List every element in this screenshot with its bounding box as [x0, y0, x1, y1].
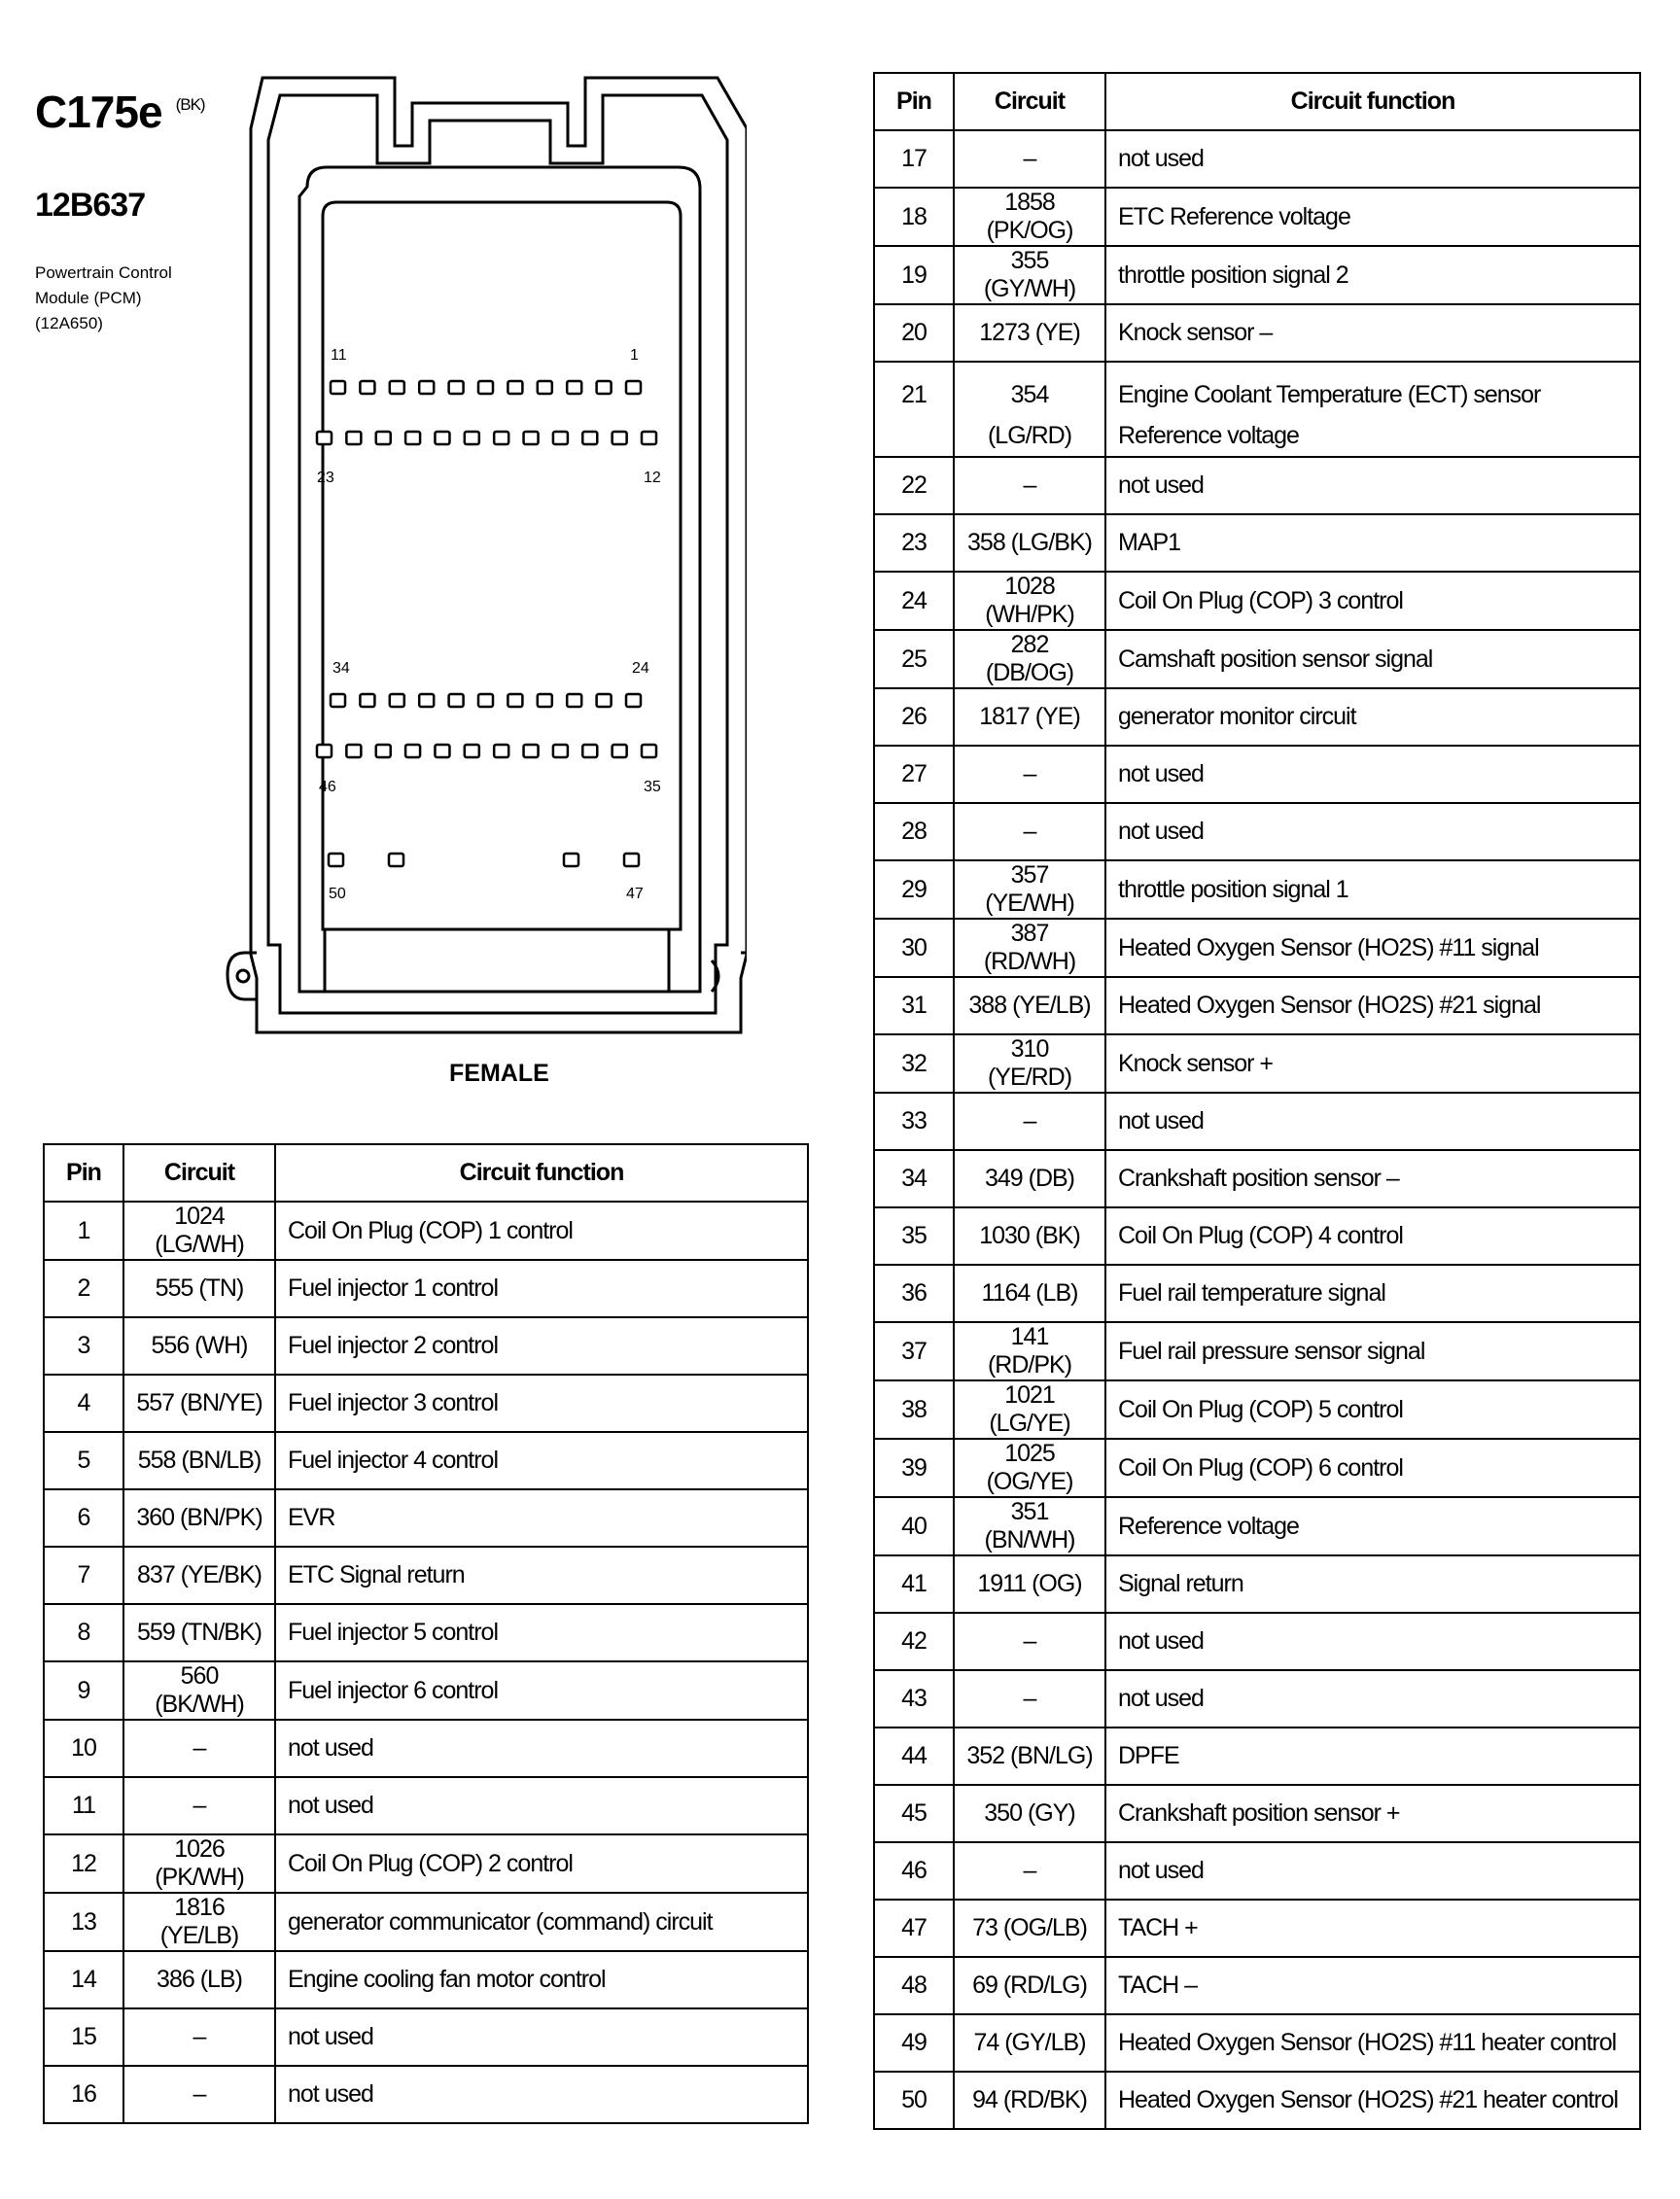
function-cell: not used: [1105, 1613, 1640, 1670]
pin-label: 1: [630, 347, 639, 364]
circuit-cell: 1858 (PK/OG): [954, 188, 1105, 246]
connector-color-code: (BK): [175, 95, 205, 114]
pin-hole: [582, 432, 597, 444]
table-row: [874, 1613, 1640, 1670]
circuit-cell: 351 (BN/WH): [954, 1497, 1105, 1555]
connector-code-text: C175e: [35, 87, 162, 137]
function-cell: Coil On Plug (COP) 3 control: [1105, 572, 1640, 630]
pin-hole: [597, 381, 612, 394]
pin-cell: 45: [874, 1785, 954, 1842]
pin-hole: [478, 381, 493, 394]
pin-cell: 50: [874, 2072, 954, 2129]
function-cell: Heated Oxygen Sensor (HO2S) #11 signal: [1105, 919, 1640, 977]
pin-label: 23: [317, 470, 334, 486]
table-row: [874, 919, 1640, 977]
function-cell: Engine cooling fan motor control: [275, 1951, 808, 2008]
pin-cell: 43: [874, 1670, 954, 1728]
header-circuit: Circuit: [123, 1144, 275, 1202]
pin-cell: 8: [44, 1604, 123, 1661]
circuit-cell: –: [954, 803, 1105, 860]
pin-hole: [524, 745, 539, 757]
table-row: [874, 1380, 1640, 1439]
pin-label: 11: [331, 347, 347, 364]
table-row: [874, 514, 1640, 572]
function-cell: Fuel injector 5 control: [275, 1604, 808, 1661]
circuit-cell: 352 (BN/LG): [954, 1728, 1105, 1785]
pin-cell: 16: [44, 2066, 123, 2123]
circuit-cell: 1817 (YE): [954, 688, 1105, 746]
pin-cell: 15: [44, 2008, 123, 2066]
pin-hole: [346, 432, 361, 444]
header-pin: Pin: [44, 1144, 123, 1202]
table-row: [44, 1951, 808, 2008]
pin-hole: [465, 432, 479, 444]
pin-hole: [376, 745, 391, 757]
table-row: [874, 1093, 1640, 1150]
table-row: [44, 2066, 808, 2123]
function-cell: Heated Oxygen Sensor (HO2S) #21 signal: [1105, 977, 1640, 1034]
circuit-cell: –: [123, 2008, 275, 2066]
pin-hole: [494, 745, 508, 757]
connector-code: [35, 86, 205, 138]
pin-cell: 32: [874, 1034, 954, 1093]
pin-hole: [564, 854, 578, 866]
pin-cell: 37: [874, 1322, 954, 1380]
table-row: [874, 1957, 1640, 2014]
pin-hole: [419, 381, 434, 394]
pin-hole: [346, 745, 361, 757]
circuit-cell: 1021 (LG/YE): [954, 1380, 1105, 1439]
pin-cell: 23: [874, 514, 954, 572]
pin-hole: [494, 432, 508, 444]
circuit-cell: 349 (DB): [954, 1150, 1105, 1207]
circuit-cell: 1024 (LG/WH): [123, 1202, 275, 1260]
pin-label: 12: [644, 470, 661, 486]
pin-cell: 42: [874, 1613, 954, 1670]
pin-hole: [390, 381, 404, 394]
pin-cell: 26: [874, 688, 954, 746]
pin-hole: [553, 432, 568, 444]
table-row: [874, 188, 1640, 246]
pinout-table-right: [873, 72, 1641, 2130]
circuit-cell: 1026 (PK/WH): [123, 1834, 275, 1893]
function-cell: not used: [1105, 457, 1640, 514]
pin-hole: [597, 694, 612, 707]
description-line: Powertrain Control: [35, 263, 172, 282]
pin-cell: 3: [44, 1317, 123, 1375]
pin-cell: 21: [874, 362, 954, 457]
function-cell: not used: [1105, 746, 1640, 803]
circuit-cell: 388 (YE/LB): [954, 977, 1105, 1034]
circuit-cell: 1273 (YE): [954, 304, 1105, 362]
circuit-cell: –: [123, 2066, 275, 2123]
pin-cell: 28: [874, 803, 954, 860]
table-row: [44, 1489, 808, 1547]
pin-cell: 48: [874, 1957, 954, 2014]
function-cell: throttle position signal 2: [1105, 246, 1640, 304]
pin-cell: 7: [44, 1547, 123, 1604]
table-row: [874, 1670, 1640, 1728]
pin-hole: [449, 694, 464, 707]
pin-cell: 4: [44, 1375, 123, 1432]
function-cell: Fuel injector 2 control: [275, 1317, 808, 1375]
circuit-cell: –: [954, 1670, 1105, 1728]
function-cell: Crankshaft position sensor +: [1105, 1785, 1640, 1842]
housing-inner-outline: [268, 95, 727, 1013]
left-tab-hole: [237, 970, 249, 982]
function-cell: Heated Oxygen Sensor (HO2S) #21 heater control: [1105, 2072, 1640, 2129]
function-cell: not used: [275, 2066, 808, 2123]
function-cell: Fuel rail pressure sensor signal: [1105, 1322, 1640, 1380]
table-row: [874, 1555, 1640, 1613]
function-cell: DPFE: [1105, 1728, 1640, 1785]
pin-hole: [376, 432, 391, 444]
function-cell: not used: [1105, 803, 1640, 860]
header-circuit: Circuit: [954, 73, 1105, 130]
connector-face-diagram: [222, 70, 747, 1042]
function-cell: Signal return: [1105, 1555, 1640, 1613]
pin-cell: 30: [874, 919, 954, 977]
pin-hole: [626, 694, 641, 707]
table-row: [44, 1202, 808, 1260]
pin-hole: [478, 694, 493, 707]
module-description: [35, 261, 191, 336]
function-cell: generator communicator (command) circuit: [275, 1893, 808, 1951]
table-row: [44, 1432, 808, 1489]
pin-hole: [538, 381, 552, 394]
pin-hole: [508, 694, 522, 707]
circuit-cell: 1911 (OG): [954, 1555, 1105, 1613]
pin-cell: 1: [44, 1202, 123, 1260]
function-cell: ETC Reference voltage: [1105, 188, 1640, 246]
pin-hole: [317, 432, 332, 444]
pin-hole: [582, 745, 597, 757]
table-row: [874, 1842, 1640, 1900]
function-cell: Coil On Plug (COP) 6 control: [1105, 1439, 1640, 1497]
circuit-cell: 282 (DB/OG): [954, 630, 1105, 688]
view-label: FEMALE: [449, 1060, 549, 1087]
function-cell: Fuel injector 6 control: [275, 1661, 808, 1720]
description-line: (12A650): [35, 314, 103, 332]
pin-cell: 41: [874, 1555, 954, 1613]
pin-cell: 25: [874, 630, 954, 688]
pin-cell: 44: [874, 1728, 954, 1785]
pin-cell: 2: [44, 1260, 123, 1317]
pin-cell: 22: [874, 457, 954, 514]
circuit-cell: –: [123, 1777, 275, 1834]
circuit-cell: 355 (GY/WH): [954, 246, 1105, 304]
pin-hole: [360, 381, 374, 394]
circuit-cell: 1816 (YE/LB): [123, 1893, 275, 1951]
pin-cell: 14: [44, 1951, 123, 2008]
pinout-table-left: [43, 1143, 809, 2124]
header-circuit-function: Circuit function: [275, 1144, 808, 1202]
function-cell: EVR: [275, 1489, 808, 1547]
circuit-cell: 357 (YE/WH): [954, 860, 1105, 919]
table-row: [874, 1439, 1640, 1497]
function-cell: not used: [275, 2008, 808, 2066]
function-cell: Knock sensor +: [1105, 1034, 1640, 1093]
function-cell: Coil On Plug (COP) 4 control: [1105, 1207, 1640, 1265]
circuit-cell: 69 (RD/LG): [954, 1957, 1105, 2014]
circuit-cell: 141 (RD/PK): [954, 1322, 1105, 1380]
pin-hole: [642, 745, 656, 757]
pin-cell: 47: [874, 1900, 954, 1957]
function-cell: ETC Signal return: [275, 1547, 808, 1604]
circuit-cell: 1164 (LB): [954, 1265, 1105, 1322]
circuit-cell: 556 (WH): [123, 1317, 275, 1375]
pin-hole: [567, 694, 581, 707]
function-cell: not used: [1105, 130, 1640, 188]
header-circuit-function: Circuit function: [1105, 73, 1640, 130]
table-row: [874, 1728, 1640, 1785]
pin-cell: 13: [44, 1893, 123, 1951]
function-cell: not used: [1105, 1670, 1640, 1728]
table-row: [874, 1265, 1640, 1322]
pin-label: 34: [332, 660, 350, 677]
pin-hole: [389, 854, 403, 866]
circuit-cell: 310 (YE/RD): [954, 1034, 1105, 1093]
circuit-cell: 555 (TN): [123, 1260, 275, 1317]
circuit-cell: 560 (BK/WH): [123, 1661, 275, 1720]
circuit-cell: –: [954, 1613, 1105, 1670]
pin-holes: [317, 381, 656, 866]
table-row: [874, 304, 1640, 362]
table-row: [874, 860, 1640, 919]
pin-hole: [419, 694, 434, 707]
pin-hole: [626, 381, 641, 394]
pin-cell: 10: [44, 1720, 123, 1777]
table-row: [874, 1150, 1640, 1207]
pin-hole: [331, 381, 345, 394]
circuit-cell: –: [954, 1093, 1105, 1150]
table-row: [874, 1322, 1640, 1380]
pin-hole: [524, 432, 539, 444]
pin-cell: 29: [874, 860, 954, 919]
pin-hole: [642, 432, 656, 444]
function-cell: not used: [1105, 1093, 1640, 1150]
circuit-cell: 73 (OG/LB): [954, 1900, 1105, 1957]
header-pin: Pin: [874, 73, 954, 130]
table-header-row: [44, 1144, 808, 1202]
pin-cell: 11: [44, 1777, 123, 1834]
circuit-cell: 1030 (BK): [954, 1207, 1105, 1265]
pin-hole: [405, 432, 420, 444]
circuit-cell: 386 (LB): [123, 1951, 275, 2008]
pin-hole: [538, 694, 552, 707]
table-row: [874, 362, 1640, 457]
circuit-cell: 1028 (WH/PK): [954, 572, 1105, 630]
pin-hole: [465, 745, 479, 757]
function-cell: Fuel injector 4 control: [275, 1432, 808, 1489]
table-row: [874, 246, 1640, 304]
circuit-cell: –: [954, 746, 1105, 803]
table-row: [44, 1260, 808, 1317]
function-cell: Crankshaft position sensor –: [1105, 1150, 1640, 1207]
pin-cell: 31: [874, 977, 954, 1034]
pin-cell: 5: [44, 1432, 123, 1489]
function-cell: TACH +: [1105, 1900, 1640, 1957]
pin-hole: [508, 381, 522, 394]
description-line: Module (PCM): [35, 289, 142, 307]
table-row: [874, 572, 1640, 630]
pin-cell: 46: [874, 1842, 954, 1900]
pin-cell: 6: [44, 1489, 123, 1547]
pin-hole: [624, 854, 639, 866]
table-row: [874, 1207, 1640, 1265]
circuit-cell: –: [123, 1720, 275, 1777]
pin-cell: 18: [874, 188, 954, 246]
circuit-cell: 837 (YE/BK): [123, 1547, 275, 1604]
table-row: [874, 2072, 1640, 2129]
circuit-cell: –: [954, 457, 1105, 514]
function-cell: TACH –: [1105, 1957, 1640, 2014]
pin-label: 46: [319, 779, 336, 795]
pin-hole: [612, 432, 627, 444]
table-row: [874, 130, 1640, 188]
pin-cell: 38: [874, 1380, 954, 1439]
pin-cell: 24: [874, 572, 954, 630]
pin-hole: [317, 745, 332, 757]
part-number: 12B637: [35, 187, 146, 224]
circuit-cell: 1025 (OG/YE): [954, 1439, 1105, 1497]
table-row: [44, 1834, 808, 1893]
function-cell: Engine Coolant Temperature (ECT) sensor Reference voltage: [1105, 362, 1640, 457]
table-row: [44, 1777, 808, 1834]
function-cell: MAP1: [1105, 514, 1640, 572]
function-cell: not used: [275, 1720, 808, 1777]
pin-cell: 36: [874, 1265, 954, 1322]
function-cell: Heated Oxygen Sensor (HO2S) #11 heater control: [1105, 2014, 1640, 2072]
circuit-cell: 74 (GY/LB): [954, 2014, 1105, 2072]
pin-hole: [360, 694, 374, 707]
table-row: [874, 977, 1640, 1034]
table-row: [44, 1547, 808, 1604]
pin-hole: [435, 745, 449, 757]
pin-cell: 39: [874, 1439, 954, 1497]
function-cell: Coil On Plug (COP) 1 control: [275, 1202, 808, 1260]
circuit-cell: 557 (BN/YE): [123, 1375, 275, 1432]
pin-label: 35: [644, 779, 661, 795]
circuit-cell: 558 (BN/LB): [123, 1432, 275, 1489]
pin-cell: 40: [874, 1497, 954, 1555]
table-row: [874, 2014, 1640, 2072]
table-row: [44, 1317, 808, 1375]
pin-cell: 19: [874, 246, 954, 304]
function-cell: Coil On Plug (COP) 5 control: [1105, 1380, 1640, 1439]
table-header-row: [874, 73, 1640, 130]
circuit-cell: 387 (RD/WH): [954, 919, 1105, 977]
pin-hole: [449, 381, 464, 394]
pin-label: 50: [329, 886, 346, 902]
table-row: [874, 1900, 1640, 1957]
pin-cell: 20: [874, 304, 954, 362]
pin-cell: 9: [44, 1661, 123, 1720]
pin-cell: 49: [874, 2014, 954, 2072]
pin-cell: 27: [874, 746, 954, 803]
function-cell: Fuel injector 1 control: [275, 1260, 808, 1317]
table-row: [874, 688, 1640, 746]
function-cell: not used: [275, 1777, 808, 1834]
circuit-cell: 358 (LG/BK): [954, 514, 1105, 572]
table-row: [44, 2008, 808, 2066]
table-row: [44, 1720, 808, 1777]
circuit-cell: –: [954, 130, 1105, 188]
pin-hole: [567, 381, 581, 394]
table-row: [44, 1604, 808, 1661]
pin-hole: [390, 694, 404, 707]
pin-hole: [331, 694, 345, 707]
function-cell: Fuel rail temperature signal: [1105, 1265, 1640, 1322]
circuit-cell: 354 (LG/RD): [954, 362, 1105, 457]
pin-label: 47: [626, 886, 644, 902]
function-cell: Fuel injector 3 control: [275, 1375, 808, 1432]
pin-cell: 17: [874, 130, 954, 188]
table-row: [44, 1375, 808, 1432]
pin-hole: [612, 745, 627, 757]
circuit-cell: –: [954, 1842, 1105, 1900]
inner-panel: [323, 202, 681, 929]
pin-cell: 12: [44, 1834, 123, 1893]
function-cell: Coil On Plug (COP) 2 control: [275, 1834, 808, 1893]
table-row: [874, 746, 1640, 803]
table-row: [44, 1893, 808, 1951]
circuit-cell: 360 (BN/PK): [123, 1489, 275, 1547]
pin-cell: 33: [874, 1093, 954, 1150]
pin-hole: [553, 745, 568, 757]
function-cell: Reference voltage: [1105, 1497, 1640, 1555]
pin-label: 24: [632, 660, 649, 677]
pin-hole: [329, 854, 343, 866]
table-row: [874, 1785, 1640, 1842]
circuit-cell: 559 (TN/BK): [123, 1604, 275, 1661]
pin-hole: [435, 432, 449, 444]
function-cell: generator monitor circuit: [1105, 688, 1640, 746]
table-row: [874, 1034, 1640, 1093]
circuit-cell: 350 (GY): [954, 1785, 1105, 1842]
pin-cell: 35: [874, 1207, 954, 1265]
housing-outline: [251, 78, 747, 1032]
function-cell: not used: [1105, 1842, 1640, 1900]
pin-hole: [405, 745, 420, 757]
inner-bay: [299, 167, 700, 992]
pin-cell: 34: [874, 1150, 954, 1207]
table-row: [874, 803, 1640, 860]
function-cell: throttle position signal 1: [1105, 860, 1640, 919]
table-row: [44, 1661, 808, 1720]
table-row: [874, 1497, 1640, 1555]
table-row: [874, 630, 1640, 688]
function-cell: Knock sensor –: [1105, 304, 1640, 362]
circuit-cell: 94 (RD/BK): [954, 2072, 1105, 2129]
function-cell: Camshaft position sensor signal: [1105, 630, 1640, 688]
table-row: [874, 457, 1640, 514]
